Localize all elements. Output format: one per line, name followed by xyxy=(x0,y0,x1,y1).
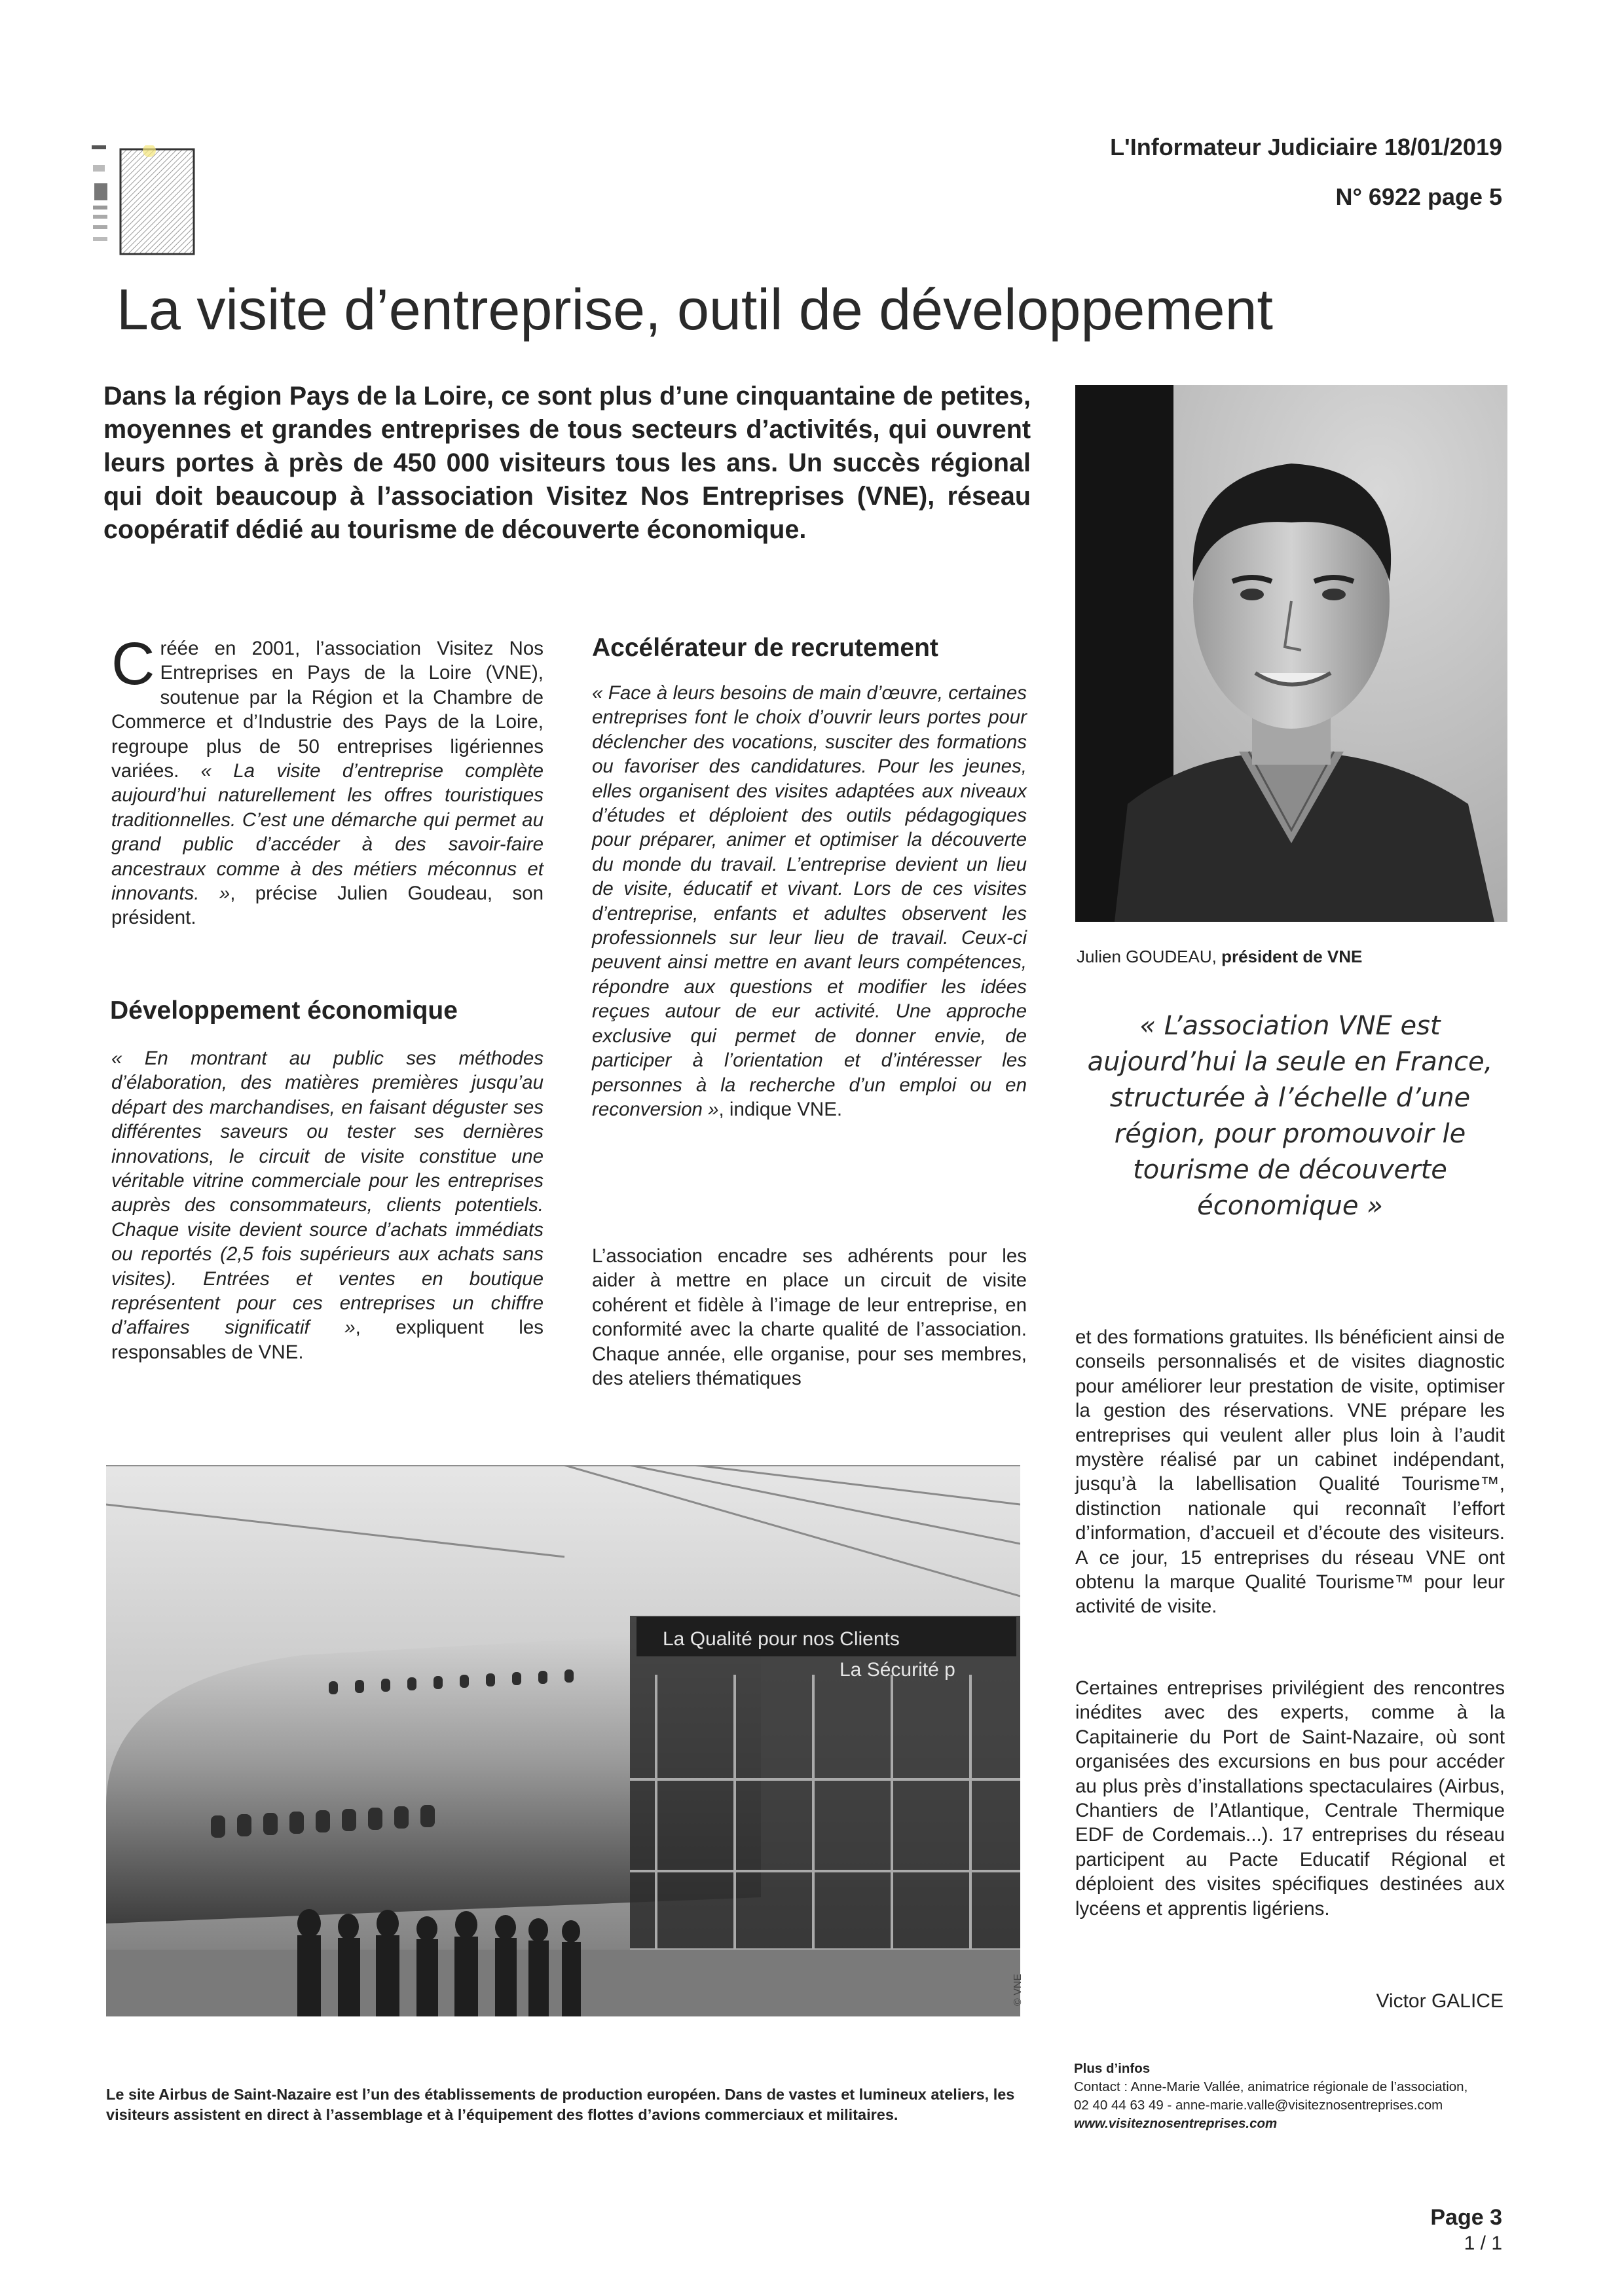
factory-photo xyxy=(106,1465,1020,2016)
info-contact: Contact : Anne-Marie Vallée, animatrice régionale de l’association, xyxy=(1074,2079,1468,2094)
column-1-intro xyxy=(111,630,544,930)
caption-role: président de VNE xyxy=(1216,947,1363,966)
article-lede: Dans la région Pays de la Loire, ce sont plus d’une cinquantaine de petites, moyennes et grandes entreprises de tous secteurs d’activités, qui ouvrent leurs portes à près de 450 000 visiteurs tous les ans. Un succès régional qui doit beaucoup à l’association Visitez Nos Entreprises (VNE), réseau coopératif dédié au tourisme de découverte économique. xyxy=(103,382,1031,544)
intro-quote: « La visite d’entreprise complète aujourd’hui naturellement les offres touristiques traditionnelles. C’est une démarche qui permet au grand public d’accéder à des savoir-faire ancestraux comme à des métiers méconnus et innovants. » xyxy=(111,760,544,905)
column-2-association: L’association encadre ses adhérents pour les aider à mettre en place un circuit de visite cohérent et fidèle à l’image de leur entreprise, en conformité avec la charte qualité de l’association. Chaque année, elle organise, pour ses membres, des ateliers thématiques xyxy=(592,1245,1027,1390)
recruitment-quote: « Face à leurs besoins de main d’œuvre, certaines entreprises font le choix d’ouvrir leurs portes pour déclencher des vocations, susciter des formations ou favoriser des candidatures. Pour les jeunes, elles organisent des visites adaptées aux niveaux d’études et déploient des outils pédagogiques pour préparer, animer et optimiser la découverte du monde du travail. L’entreprise devient un lieu de visite, éducatif et vivant. Lors de ces visites d’entreprise, enfants et adultes observent les professionnels sur leur lieu de travail. Ceux-ci peuvent ainsi mettre en avant leurs compétences, répondre aux questions et modifier les idées reçues autour de eur activité. Une approche exclusive qui permet de donner envie, de participer à l’orientation et d’intéresser les personnes à la recherche d’un emploi ou en reconversion » xyxy=(592,682,1027,1120)
article-title: La visite d’entreprise, outil de développement xyxy=(117,277,1273,342)
caption-name: Julien GOUDEAU, xyxy=(1077,947,1217,966)
portrait-photo xyxy=(1075,385,1507,922)
drop-cap: C xyxy=(111,630,155,697)
issue-number: N° 6922 page 5 xyxy=(1335,183,1502,210)
recruitment-attribution: , indique VNE. xyxy=(718,1098,843,1120)
development-quote: « En montrant au public ses méthodes d’élaboration, des matières premières jusqu’au départ des marchandises, en faisant déguster ses différentes saveurs ou tester ses dernières innovations, le circuit de visite constitue une véritable vitrine commerciale pour les entreprises auprès des consommateurs, clients potentiels. Chaque visite devient source d’achats immédiats ou reportés (2,5 fois supérieurs aux achats sans visites). Entrées et ventes en boutique représentent pour ces entreprises un chiffre d’affaires significatif » xyxy=(111,1048,544,1339)
info-heading: Plus d’infos xyxy=(1074,2061,1151,2076)
column-2-recruitment xyxy=(592,681,1027,1121)
newspaper-thumbnail-icon xyxy=(92,145,198,255)
photo-credit: © VNE xyxy=(1012,1973,1024,2006)
portrait-caption xyxy=(1077,947,1362,967)
page-count: 1 / 1 xyxy=(1464,2232,1502,2254)
subheading-developpement: Développement économique xyxy=(110,996,458,1025)
photo-sign-1: La Qualité pour nos Clients xyxy=(663,1628,900,1650)
pull-quote: « L’association VNE est aujourd’hui la seule en France, structurée à l’échelle d’une région, pour promouvoir le tourisme de découverte économique » xyxy=(1087,1011,1493,1221)
publication-title: L'Informateur Judiciaire 18/01/2019 xyxy=(1110,134,1502,160)
photo-caption: Le site Airbus de Saint-Nazaire est l’un des établissements de production européen. Dans de vastes et lumineux ateliers, les visiteurs assistent en direct à l’assemblage et à l’équipement des flottes d’avions commerciaux et militaires. xyxy=(106,2086,1015,2123)
subheading-recrutement: Accélérateur de recrutement xyxy=(592,634,938,662)
author-signature: Victor GALICE xyxy=(1376,1990,1504,2012)
column-3-training: et des formations gratuites. Ils bénéficient ainsi de conseils personnalisés et de visites diagnostic pour améliorer leur prestation de visite, optimiser la gestion des réservations. VNE prépare les entreprises qui veulent aller plus loin à l’audit mystère réalisé par un cabinet indépendant, jusqu’à la labellisation Qualité Tourisme™, distinction nationale qui reconnaît l’effort d’information, d’accueil et d’écoute des visiteurs. A ce jour, 15 entreprises du réseau VNE ont obtenu la marque Qualité Tourisme™ pour leur activité de visite. xyxy=(1075,1326,1505,1618)
development-attribution: , expliquent les responsables de VNE. xyxy=(111,1317,544,1363)
intro-attribution: , précise Julien Goudeau, son président. xyxy=(111,883,544,929)
intro-text: réée en 2001, l’association Visitez Nos Entreprises en Pays de la Loire (VNE), soutenue par la Région et la Chambre de Commerce et d’Industrie des Pays de la Loire, regroupe plus de 50 entreprises ligériennes variées. xyxy=(111,638,544,782)
page-number: Page 3 xyxy=(1430,2205,1502,2230)
info-phone-email: 02 40 44 63 49 - anne-marie.valle@visiteznosentreprises.com xyxy=(1074,2098,1443,2113)
column-3-encounters: Certaines entreprises privilégient des rencontres inédites avec des experts, comme à la Capitainerie du Port de Saint-Nazaire, où sont organisées des excursions en bus pour accéder au plus près d’installations spectaculaires (Airbus, Chantiers de l’Atlantique, Centrale Thermique EDF de Cordemais...). 17 entreprises du réseau participent au Pacte Educatif Régional et déploient des visites spécifiques destinées aux lycéens et apprentis ligériens. xyxy=(1075,1677,1505,1920)
photo-sign-2: La Sécurité p xyxy=(840,1659,955,1681)
column-1-development xyxy=(111,1046,544,1364)
info-box xyxy=(1074,2060,1532,2133)
info-website-link[interactable]: www.visiteznosentreprises.com xyxy=(1074,2116,1278,2131)
